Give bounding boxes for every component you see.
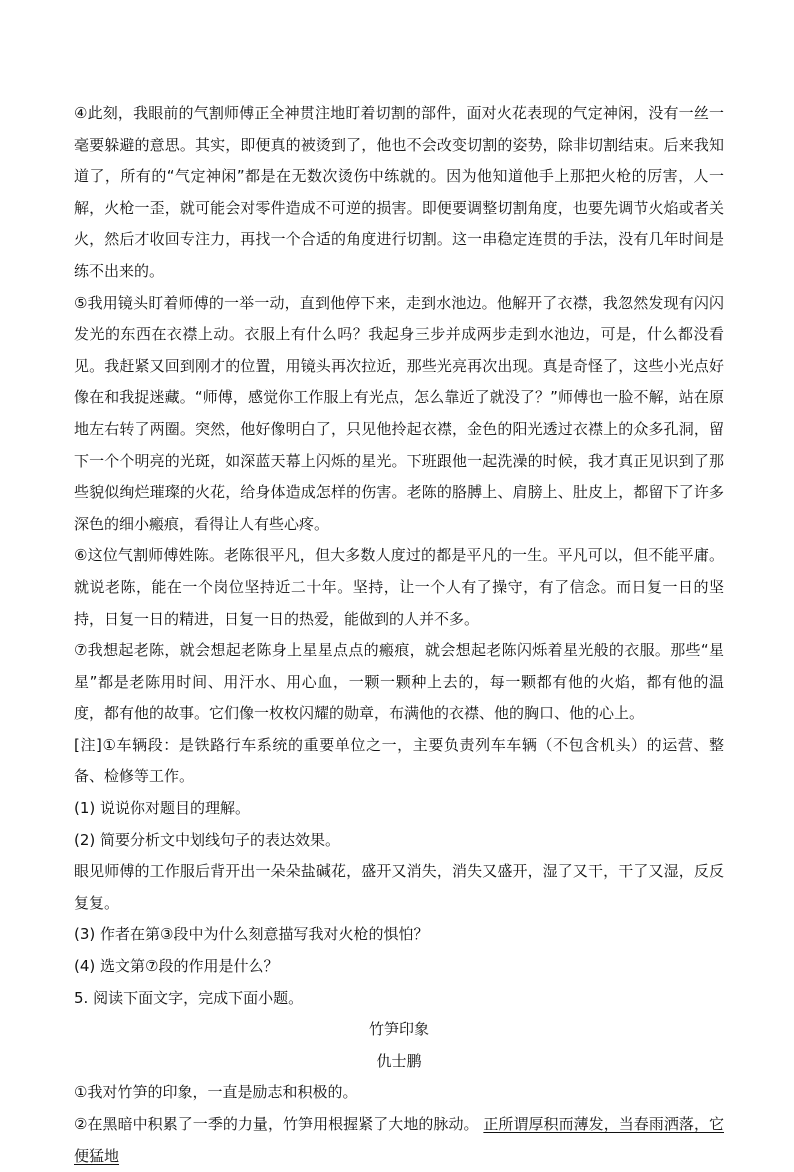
paragraph-4: ④此刻，我眼前的气割师傅正全神贯注地盯着切割的部件，面对火花表现的气定神闲，没有一丝一毫要躲避的意思。其实，即便真的被烫到了，他也不会改变切割的姿势，除非切割结束。后来我知道了，所有的“气定神闲”都是在无数次烫伤中练就的。因为他知道他手上那把火枪的厉害，人一解，火枪一歪，就可能会对零件造成不可逆的损害。即便要调整切割角度，也要先调节火焰或者关火，然后才收回专注力，再找一个合适的角度进行切割。这一串稳定连贯的手法，没有几年时间是练不出来的。 <box>74 104 724 280</box>
article-author: 仇士鹏 <box>376 1051 422 1070</box>
question-2: (2) 简要分析文中划线句子的表达效果。 <box>74 830 341 849</box>
underlined-sentence: 正所谓厚积而薄发，当春雨洒落，它便猛地 <box>74 1115 724 1165</box>
paragraph-5: ⑤我用镜头盯着师傅的一举一动，直到他停下来，走到水池边。他解开了衣襟，我忽然发现有闪闪发光的东西在衣襟上动。衣服上有什么吗？我起身三步并成两步走到水池边，可是，什么都没看见。我赶紧又回到刚才的位置，用镜头再次拉近，那些光亮再次出现。真是奇怪了，这些小光点好像在和我捉迷藏。“师傅，感觉你工作服上有光点，怎么靠近了就没了？”师傅也一脸不解，站在原地左右转了两圈。突然，他好像明白了，只见他拎起衣襟，金色的阳光透过衣襟上的众多孔洞，留下一个个明亮的光斑，如深蓝天幕上闪烁的星光。下班跟他一起洗澡的时候，我才真正见识到了那些貌似绚烂璀璨的火花，给身体造成怎样的伤害。老陈的胳膊上、肩膀上、肚皮上，都留下了许多深色的细小瘢痕，看得让人有些心疼。 <box>74 293 724 533</box>
question-2-quote: 眼见师傅的工作服后背开出一朵朵盐碱花，盛开又消失，消失又盛开，湿了又干，干了又湿，反反复复。 <box>74 862 724 912</box>
footnote: [注]①车辆段：是铁路行车系统的重要单位之一，主要负责列车车辆（不包含机头）的运营、整备、检修等工作。 <box>74 735 724 786</box>
paragraph-6: ⑥这位气割师傅姓陈。老陈很平凡，但大多数人度过的都是平凡的一生。平凡可以，但不能平庸。就说老陈，能在一个岗位坚持近二十年。坚持，让一个人有了操守，有了信念。而日复一日的坚持，日复一日的精进，日复一日的热爱，能做到的人并不多。 <box>74 546 724 628</box>
article-title: 竹笋印象 <box>368 1020 429 1039</box>
question-5-intro: 5. 阅读下面文字，完成下面小题。 <box>74 988 304 1007</box>
paragraph-7: ⑦我想起老陈，就会想起老陈身上星星点点的瘢痕，就会想起老陈闪烁着星光般的衣服。那些“星星”都是老陈用时间、用汗水、用心血，一颗一颗种上去的，每一颗都有他的火焰，都有他的温度，都有他的故事。它们像一枚枚闪耀的勋章，布满他的衣襟、他的胸口、他的心上。 <box>74 641 724 723</box>
question-4: (4) 选文第⑦段的作用是什么？ <box>74 957 279 976</box>
question-3: (3) 作者在第③段中为什么刻意描写我对火枪的惧怕？ <box>74 925 429 944</box>
article-paragraph-1: ①我对竹笋的印象，一直是励志和积极的。 <box>74 1083 358 1102</box>
question-1: (1) 说说你对题目的理解。 <box>74 799 251 818</box>
article-paragraph-2 <box>74 1109 724 1172</box>
article-paragraph-2-plain: ②在黑暗中积累了一季的力量，竹笋用根握紧了大地的脉动。 <box>74 1115 479 1133</box>
document-page <box>74 98 724 1172</box>
